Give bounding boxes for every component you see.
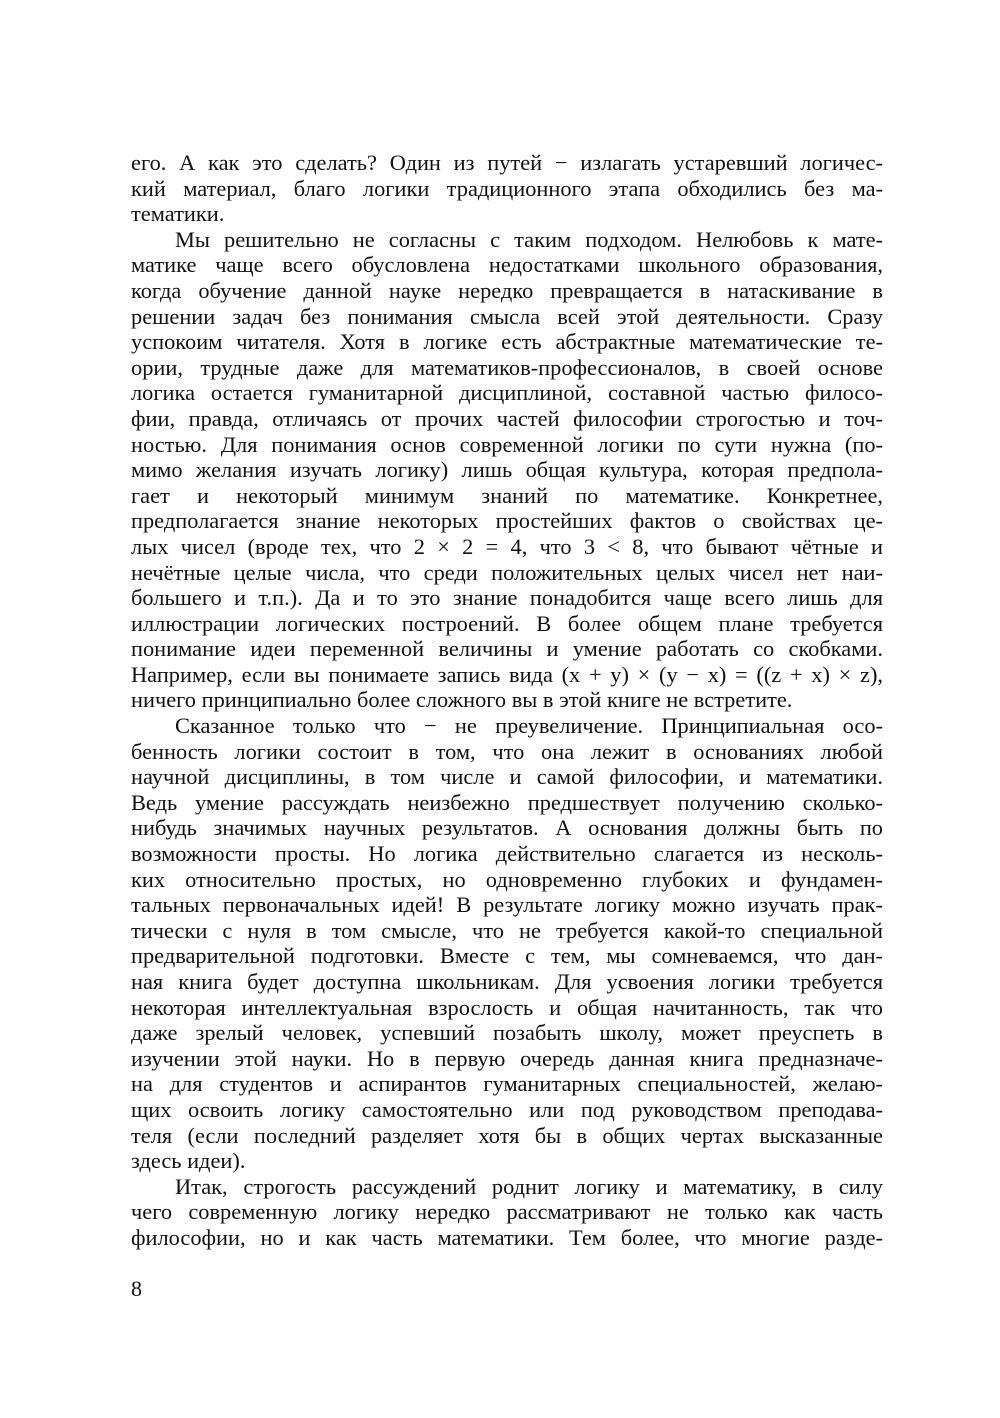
text-line: ких относительно простых, но одновременно глубоких и фундамен- <box>131 866 883 892</box>
text-line: Мы решительно не согласны с таким подходом. Нелюбовь к мате- <box>175 226 883 252</box>
text-line: изучении этой науки. Но в первую очередь данная книга предназначе- <box>131 1045 883 1071</box>
paragraph <box>131 1174 883 1251</box>
text-line: мимо желания изучать логику) лишь общая культура, которая предпола- <box>131 457 883 483</box>
text-line: понимание идеи переменной величины и умение работать со скобками. <box>131 636 883 662</box>
text-line: некоторая интеллектуальная взрослость и общая начитанность, так что <box>131 994 883 1020</box>
text-line: Сказанное только что − не преувеличение. Принципиальная осо- <box>175 713 883 739</box>
paragraph <box>131 227 883 713</box>
text-line: даже зрелый человек, успевший позабыть школу, может преуспеть в <box>131 1020 883 1046</box>
text-line: логика остается гуманитарной дисциплиной, составной частью филосо- <box>131 380 883 406</box>
text-line: его. А как это сделать? Один из путей − излагать устаревший логичес- <box>131 150 883 175</box>
text-line: матике чаще всего обусловлена недостатками школьного образования, <box>131 252 883 278</box>
text-line: успокоим читателя. Хотя в логике есть абстрактные математические те- <box>131 329 883 355</box>
text-line: Например, если вы понимаете запись вида (x + y) × (y − x) = ((z + x) × z), <box>131 661 883 687</box>
text-line: теля (если последний разделяет хотя бы в общих чертах высказанные <box>131 1122 883 1148</box>
page-number: 8 <box>131 1276 142 1301</box>
text-line: научной дисциплины, в том числе и самой философии, и математики. <box>131 764 883 790</box>
text-line: ничего принципиально более сложного вы в этой книге не встретите. <box>131 687 793 713</box>
text-line: лых чисел (вроде тех, что 2 × 2 = 4, что 3 < 8, что бывают чётные и <box>131 533 883 559</box>
text-line: когда обучение данной науке нередко превращается в натаскивание в <box>131 277 883 303</box>
text-line: нечётные целые числа, что среди положительных целых чисел нет наи- <box>131 559 883 585</box>
text-line: щих освоить логику самостоятельно или под руководством преподава- <box>131 1096 883 1122</box>
text-line: тальных первоначальных идей! В результате логику можно изучать прак- <box>131 892 883 918</box>
text-line: тематики. <box>131 201 225 227</box>
text-line: Итак, строгость рассуждений роднит логику и математику, в силу <box>175 1173 883 1199</box>
text-line: здесь идеи). <box>131 1148 246 1174</box>
text-line: философии, но и как часть математики. Тем более, что многие разде- <box>131 1224 883 1250</box>
text-line: чего современную логику нередко рассматривают не только как часть <box>131 1199 883 1225</box>
paragraph <box>131 150 883 227</box>
paragraph <box>131 713 883 1174</box>
text-line: ностью. Для понимания основ современной логики по сути нужна (по- <box>131 431 883 457</box>
text-line: предварительной подготовки. Вместе с тем, мы сомневаемся, что дан- <box>131 943 883 969</box>
text-line: предполагается знание некоторых простейших фактов о свойствах це- <box>131 508 883 534</box>
text-line: большего и т.п.). Да и то это знание понадобится чаще всего лишь для <box>131 585 883 611</box>
text-line: ории, трудные даже для математиков-профессионалов, в своей основе <box>131 354 883 380</box>
text-line: Ведь умение рассуждать неизбежно предшествует получению сколько- <box>131 789 883 815</box>
text-line: фии, правда, отличаясь от прочих частей философии строгостью и точ- <box>131 405 883 431</box>
text-line: гает и некоторый минимум знаний по математике. Конкретнее, <box>131 482 883 508</box>
text-line: тически с нуля в том смысле, что не требуется какой-то специальной <box>131 917 883 943</box>
text-line: иллюстрации логических построений. В более общем плане требуется <box>131 610 883 636</box>
text-line: решении задач без понимания смысла всей этой деятельности. Сразу <box>131 303 883 329</box>
body-text <box>131 150 883 1251</box>
text-line: кий материал, благо логики традиционного этапа обходились без ма- <box>131 175 883 201</box>
text-line: бенность логики состоит в том, что она лежит в основаниях любой <box>131 738 883 764</box>
text-line: на для студентов и аспирантов гуманитарных специальностей, желаю- <box>131 1071 883 1097</box>
text-line: ная книга будет доступна школьникам. Для усвоения логики требуется <box>131 969 883 994</box>
text-line: возможности просты. Но логика действительно слагается из несколь- <box>131 841 883 867</box>
text-line: нибудь значимых научных результатов. А основания должны быть по <box>131 815 883 841</box>
